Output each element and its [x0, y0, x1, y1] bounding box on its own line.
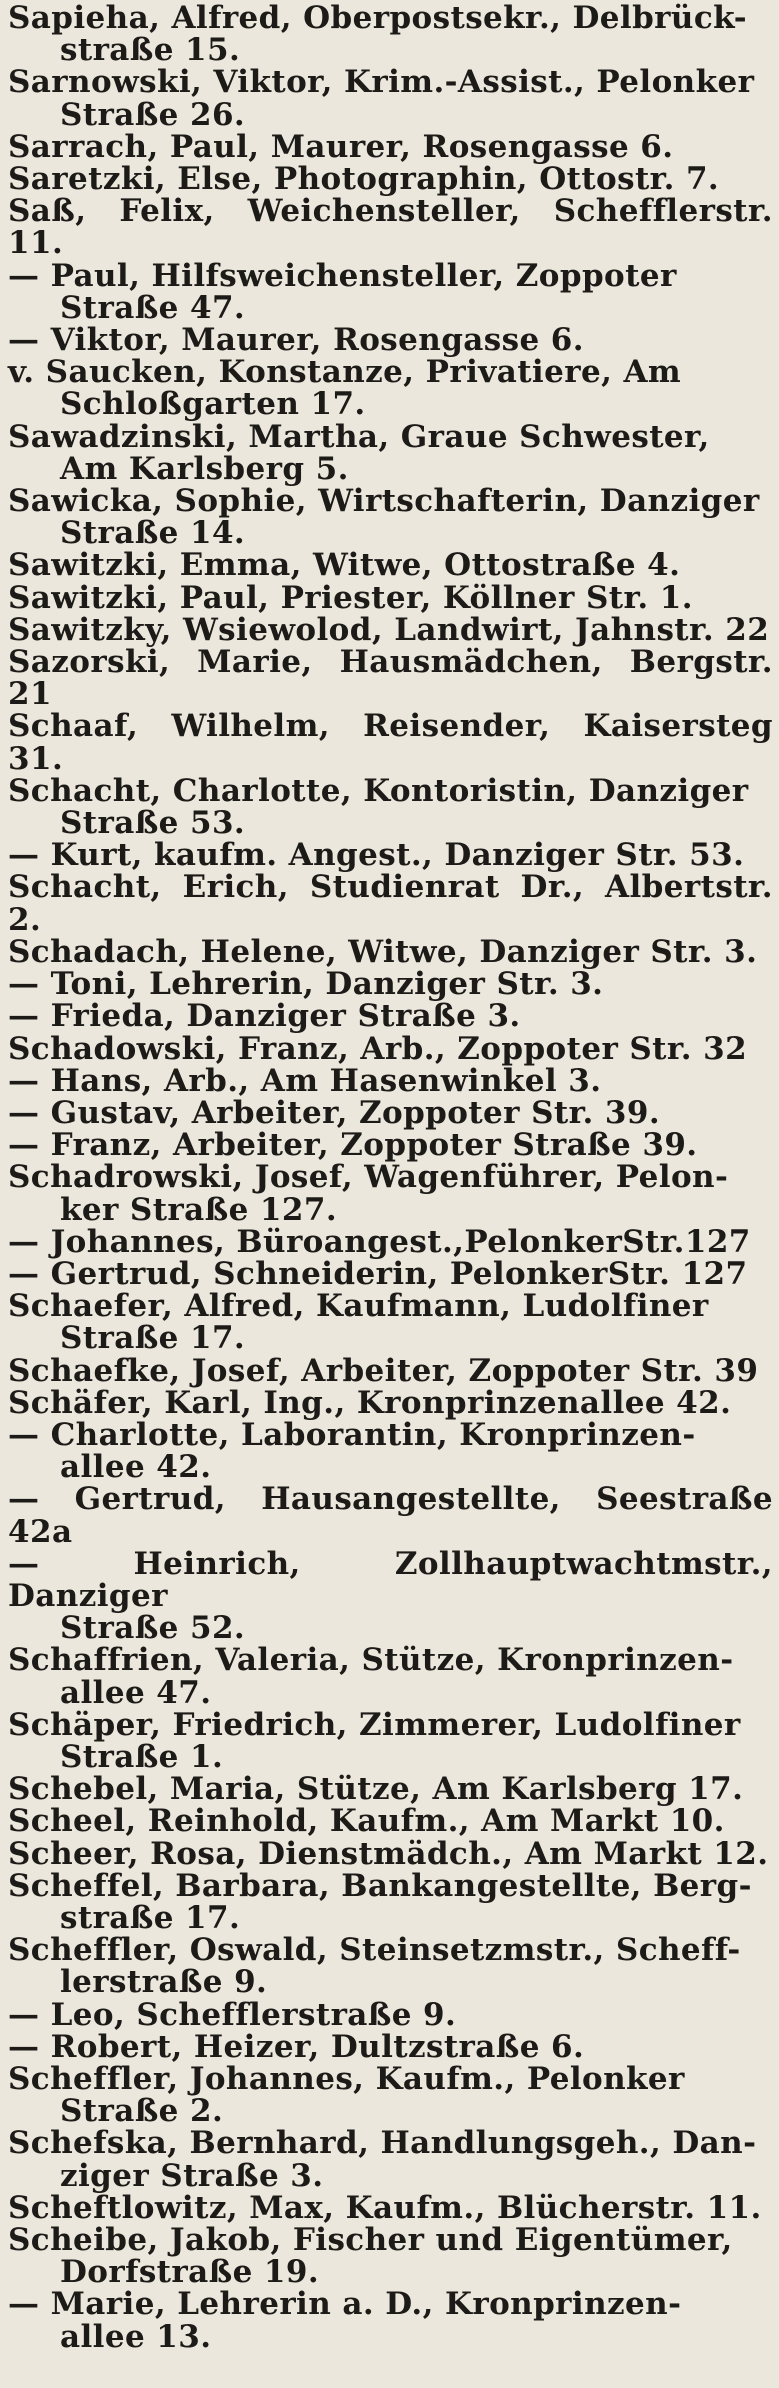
- entry-text: Schaefke, Josef, Arbeiter, Zoppoter Str. 39: [8, 1352, 759, 1389]
- entry-text: Schäfer, Karl, Ing., Kronprinzenallee 42.: [8, 1384, 732, 1421]
- entry-text: — Paul, Hilfsweichensteller, Zoppoter: [8, 257, 677, 294]
- entry-text: Schacht, Charlotte, Kontoristin, Danziger: [8, 772, 749, 809]
- entry-text: — Robert, Heizer, Dultzstraße 6.: [8, 2028, 585, 2065]
- entry-text: — Johannes, Büroangest.,PelonkerStr.127: [8, 1223, 751, 1260]
- entry-text: — Frieda, Danziger Straße 3.: [8, 998, 521, 1035]
- entry-text: — Heinrich, Zollhauptwachtmstr., Danziger: [8, 1545, 773, 1614]
- entry-text: Scheffler, Johannes, Kaufm., Pelonker: [8, 2061, 685, 2097]
- entry-text: Schadach, Helene, Witwe, Danziger Str. 3.: [8, 933, 758, 970]
- directory-entry: [8, 611, 773, 648]
- entry-text: Sarnowski, Viktor, Krim.-Assist., Pelonker: [8, 64, 755, 101]
- entry-continuation: allee 47.: [60, 1674, 212, 1711]
- directory-entry: [8, 161, 773, 198]
- directory-entry: [8, 1481, 773, 1550]
- directory-entry: [8, 933, 773, 970]
- entry-continuation: Straße 52.: [60, 1610, 246, 1647]
- entry-text: — Leo, Schefflerstraße 9.: [8, 1996, 457, 2033]
- directory-entry: [8, 1094, 773, 1131]
- entry-text: Sazorski, Marie, Hausmädchen, Bergstr. 21: [8, 644, 773, 713]
- entry-text: Scheftlowitz, Max, Kaufm., Blücherstr. 11.: [8, 2189, 762, 2226]
- entry-continuation: Straße 47.: [60, 289, 246, 326]
- entry-text: Sawitzky, Wsiewolod, Landwirt, Jahnstr. 22: [8, 611, 770, 648]
- directory-entry: [8, 1288, 773, 1357]
- directory-entry: [8, 1255, 773, 1292]
- entry-continuation: Straße 53.: [60, 805, 246, 842]
- entry-text: Saretzki, Else, Photographin, Ottostr. 7.: [8, 161, 720, 198]
- directory-entry: [8, 547, 773, 584]
- entry-text: Sapieha, Alfred, Oberpostsekr., Delbrück-: [8, 0, 748, 36]
- entry-text: — Toni, Lehrerin, Danziger Str. 3.: [8, 966, 604, 1003]
- directory-entry: [8, 483, 773, 552]
- directory-entry: [8, 2222, 773, 2291]
- entry-text: Schebel, Maria, Stütze, Am Karlsberg 17.: [8, 1771, 744, 1808]
- directory-entry: [8, 1706, 773, 1775]
- entry-text: Schadrowski, Josef, Wagenführer, Pelon-: [8, 1159, 729, 1196]
- entry-text: Saß, Felix, Weichensteller, Schefflerstr. 11.: [8, 193, 773, 262]
- directory-entry: [8, 354, 773, 423]
- directory-entry: [8, 128, 773, 165]
- directory-entry: [8, 193, 773, 262]
- directory-entry: [8, 1384, 773, 1421]
- directory-entry: [8, 1223, 773, 1260]
- directory-entry: [8, 1771, 773, 1808]
- entry-text: — Kurt, kaufm. Angest., Danziger Str. 53.: [8, 837, 745, 874]
- directory-entry: [8, 1867, 773, 1936]
- entry-continuation: Schloßgarten 17.: [60, 386, 366, 423]
- entry-continuation: allee 13.: [60, 2318, 212, 2355]
- directory-entry: [8, 708, 773, 777]
- directory-entry: [8, 1642, 773, 1711]
- directory-entry: [8, 1932, 773, 2001]
- entry-continuation: Straße 26.: [60, 96, 246, 133]
- directory-entry: [8, 1545, 773, 1647]
- entry-text: Schefska, Bernhard, Handlungsgeh., Dan-: [8, 2125, 757, 2162]
- entry-text: Sawadzinski, Martha, Graue Schwester,: [8, 418, 710, 455]
- entry-text: — Gustav, Arbeiter, Zoppoter Str. 39.: [8, 1094, 661, 1131]
- entry-text: Schaefer, Alfred, Kaufmann, Ludolfiner: [8, 1288, 709, 1325]
- entry-continuation: Am Karlsberg 5.: [60, 450, 349, 487]
- entry-text: Scheel, Reinhold, Kaufm., Am Markt 10.: [8, 1803, 725, 1840]
- directory-entry: [8, 418, 773, 487]
- entry-text: Schadowski, Franz, Arb., Zoppoter Str. 32: [8, 1030, 748, 1067]
- directory-entry: [8, 1062, 773, 1099]
- entry-continuation: Dorfstraße 19.: [60, 2254, 320, 2291]
- entry-text: Sawitzki, Paul, Priester, Köllner Str. 1.: [8, 579, 693, 616]
- entry-text: Scheibe, Jakob, Fischer und Eigentümer,: [8, 2222, 733, 2259]
- entry-continuation: straße 17.: [60, 1899, 241, 1936]
- entry-text: — Marie, Lehrerin a. D., Kronprinzen-: [8, 2286, 682, 2323]
- directory-entry: [8, 2028, 773, 2065]
- entry-text: Schaffrien, Valeria, Stütze, Kronprinzen-: [8, 1642, 734, 1679]
- entry-text: Sawicka, Sophie, Wirtschafterin, Danziger: [8, 483, 760, 520]
- directory-entry: [8, 0, 773, 69]
- directory-entry: [8, 1996, 773, 2033]
- directory-entry: [8, 644, 773, 713]
- directory-entry: [8, 998, 773, 1035]
- directory-entry: [8, 322, 773, 359]
- directory-entry: [8, 579, 773, 616]
- entry-text: Schacht, Erich, Studienrat Dr., Albertstr. 2.: [8, 869, 773, 938]
- entry-text: Scheffler, Oswald, Steinsetzmstr., Scheff-: [8, 1932, 741, 1969]
- directory-entry: [8, 2061, 773, 2130]
- directory-entry: [8, 2286, 773, 2355]
- directory-entry: [8, 64, 773, 133]
- entry-text: v. Saucken, Konstanze, Privatiere, Am: [8, 354, 682, 391]
- entry-continuation: allee 42.: [60, 1449, 212, 1486]
- entry-continuation: Straße 17.: [60, 1320, 246, 1357]
- directory-entry: [8, 2125, 773, 2194]
- directory-entry: [8, 869, 773, 938]
- entry-continuation: Straße 1.: [60, 1738, 224, 1775]
- directory-entry: [8, 1352, 773, 1389]
- entry-continuation: straße 15.: [60, 32, 241, 69]
- directory-entry: [8, 837, 773, 874]
- directory-entry: [8, 1159, 773, 1228]
- entry-text: — Charlotte, Laborantin, Kronprinzen-: [8, 1416, 696, 1453]
- entry-text: Schäper, Friedrich, Zimmerer, Ludolfiner: [8, 1706, 741, 1743]
- directory-entry: [8, 257, 773, 326]
- entry-continuation: Straße 14.: [60, 515, 246, 552]
- entry-text: — Franz, Arbeiter, Zoppoter Straße 39.: [8, 1127, 698, 1164]
- entry-text: — Viktor, Maurer, Rosengasse 6.: [8, 322, 584, 359]
- directory-entry: [8, 1803, 773, 1840]
- entry-continuation: lerstraße 9.: [60, 1964, 268, 2001]
- directory-entry: [8, 2189, 773, 2226]
- directory-entry: [8, 966, 773, 1003]
- entry-text: — Gertrud, Hausangestellte, Seestraße 42a: [8, 1481, 773, 1550]
- directory-entry: [8, 1127, 773, 1164]
- entry-text: Scheer, Rosa, Dienstmädch., Am Markt 12.: [8, 1835, 769, 1872]
- entry-text: Sarrach, Paul, Maurer, Rosengasse 6.: [8, 128, 674, 165]
- directory-entry: [8, 772, 773, 842]
- directory-entry: [8, 1835, 773, 1872]
- directory-entry: [8, 1416, 773, 1486]
- entry-continuation: ker Straße 127.: [60, 1191, 338, 1228]
- entry-continuation: Straße 2.: [60, 2093, 224, 2130]
- entry-text: — Gertrud, Schneiderin, PelonkerStr. 127: [8, 1255, 748, 1292]
- entry-text: Schaaf, Wilhelm, Reisender, Kaisersteg 31.: [8, 708, 773, 777]
- directory-entry: [8, 1030, 773, 1067]
- entry-text: — Hans, Arb., Am Hasenwinkel 3.: [8, 1062, 602, 1099]
- entry-continuation: ziger Straße 3.: [60, 2157, 324, 2194]
- entry-text: Sawitzki, Emma, Witwe, Ottostraße 4.: [8, 547, 681, 584]
- entry-text: Scheffel, Barbara, Bankangestellte, Berg-: [8, 1867, 752, 1904]
